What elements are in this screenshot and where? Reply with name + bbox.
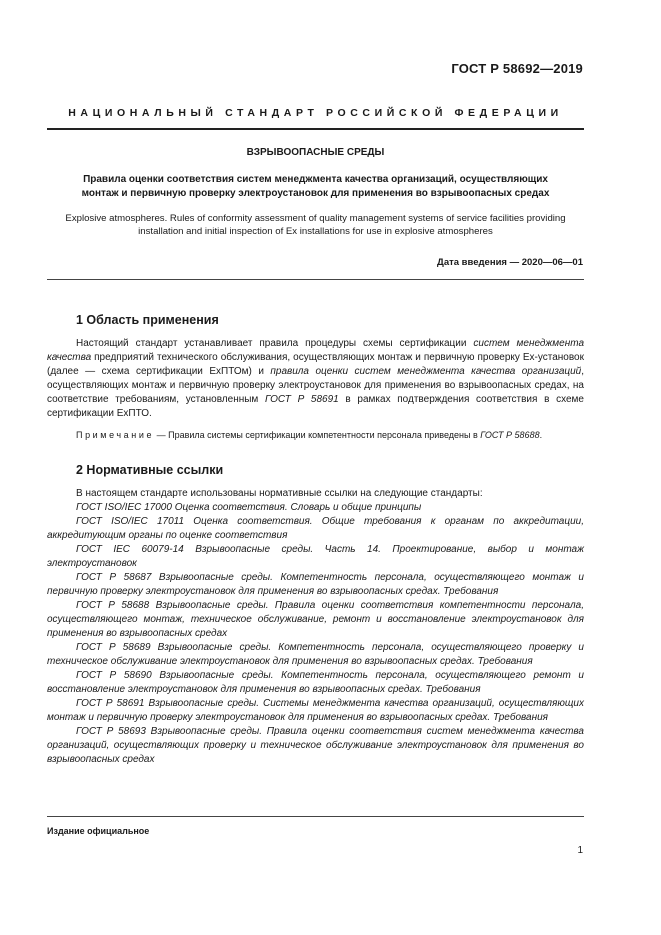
gost-code: ГОСТ Р 58692—2019 (451, 61, 583, 76)
section-1-heading: 1 Область применения (76, 313, 219, 327)
section-2-intro: В настоящем стандарте использованы нормативные ссылки на следующие стандарты: (76, 488, 483, 499)
edition-label: Издание официальное (47, 826, 150, 836)
national-standard-banner: НАЦИОНАЛЬНЫЙ СТАНДАРТ РОССИЙСКОЙ ФЕДЕРАЦИИ (68, 107, 563, 119)
date-rule (47, 279, 584, 280)
reference-item: ГОСТ Р 58690 Взрывоопасные среды. Компетентность персонала, осуществляющего ремонт и восстановление электроустановок для применения во взрывоопасных средах. Требования (47, 670, 584, 695)
text-run: предприятий технического обслуживания, осуществляющих монтаж и первичную проверку Ex-установок (далее — схема сертификации ЕхПТОм) и (47, 352, 584, 377)
text-run: , осуществляющих монтаж и первичную проверку электроустановок для применения во взрывоопасных средах, на соответствие требованиям, установленным (47, 366, 585, 405)
note-label: Примечание (76, 430, 155, 440)
text-run: Настоящий стандарт устанавливает правила процедуры схемы сертификации (76, 338, 474, 349)
title-english-line-1: Explosive atmospheres. Rules of conformity assessment of quality management systems of service facilities providing (65, 213, 566, 224)
reference-item: ГОСТ Р 58687 Взрывоопасные среды. Компетентность персонала, осуществляющего монтаж и первичную проверку электроустановок для применения во взрывоопасных средах. Требования (47, 572, 584, 597)
footer-rule (47, 816, 584, 817)
title-russian-line-2: монтаж и первичную проверку электроустановок для применения во взрывоопасных средах (81, 188, 550, 199)
note-text: — Правила системы сертификации компетентности персонала приведены в (154, 430, 481, 440)
header-rule (47, 128, 584, 130)
title-russian-line-1: Правила оценки соответствия систем менеджмента качества организаций, осуществляющих (83, 174, 548, 185)
section-2-heading: 2 Нормативные ссылки (76, 463, 224, 477)
reference-item: ГОСТ Р 58691 Взрывоопасные среды. Системы менеджмента качества организаций, осуществляющих монтаж и первичную проверку электроустановок для применения во взрывоопасных средах. Требования (47, 698, 584, 723)
section-1-note (47, 429, 584, 442)
reference-item: ГОСТ Р 58693 Взрывоопасные среды. Правила оценки соответствия систем менеджмента качества организаций, осуществляющих проверку и техническое обслуживание электроустановок для применения во взрывоопасных средах (47, 726, 584, 765)
reference-item: ГОСТ Р 58689 Взрывоопасные среды. Компетентность персонала, осуществляющего проверку и техническое обслуживание электроустановок для применения во взрывоопасных средах. Требования (47, 642, 584, 667)
page-number: 1 (577, 845, 583, 856)
title-upper: ВЗРЫВООПАСНЫЕ СРЕДЫ (246, 147, 385, 158)
text-run-italic: систем менеджмента качества (47, 338, 584, 363)
section-2-body (47, 487, 584, 767)
reference-item: ГОСТ Р 58688 Взрывоопасные среды. Правила оценки соответствия компетентности персонала, осуществляющего монтаж, техническое обслуживание, ремонт и восстановление электроустановок для применения во взрывоопасных средах (47, 600, 584, 639)
text-run-italic: правила оценки систем менеджмента качества организаций (270, 366, 582, 377)
text-run-italic: ГОСТ Р 58691 (265, 394, 339, 405)
text-run: в рамках подтверждения соответствия в схеме сертификации ЕхПТО. (47, 394, 584, 419)
section-1-body (47, 337, 584, 442)
reference-item: ГОСТ ISO/IEC 17000 Оценка соответствия. Словарь и общие принципы (76, 502, 422, 513)
title-english-line-2: installation and initial inspection of Ex installations for use in explosive atmospheres (138, 226, 493, 237)
note-reference: ГОСТ Р 58688 (480, 430, 540, 440)
section-1-paragraph (47, 337, 584, 421)
note-end: . (539, 430, 543, 440)
reference-item: ГОСТ IEC 60079-14 Взрывоопасные среды. Часть 14. Проектирование, выбор и монтаж электроустановок (47, 544, 584, 569)
reference-item: ГОСТ ISO/IEC 17011 Оценка соответствия. Общие требования к органам по аккредитации, аккредитующим органы по оценке соответствия (47, 516, 584, 541)
introduction-date: Дата введения — 2020—06—01 (437, 257, 583, 268)
title-russian (47, 173, 584, 201)
title-english (47, 212, 584, 238)
